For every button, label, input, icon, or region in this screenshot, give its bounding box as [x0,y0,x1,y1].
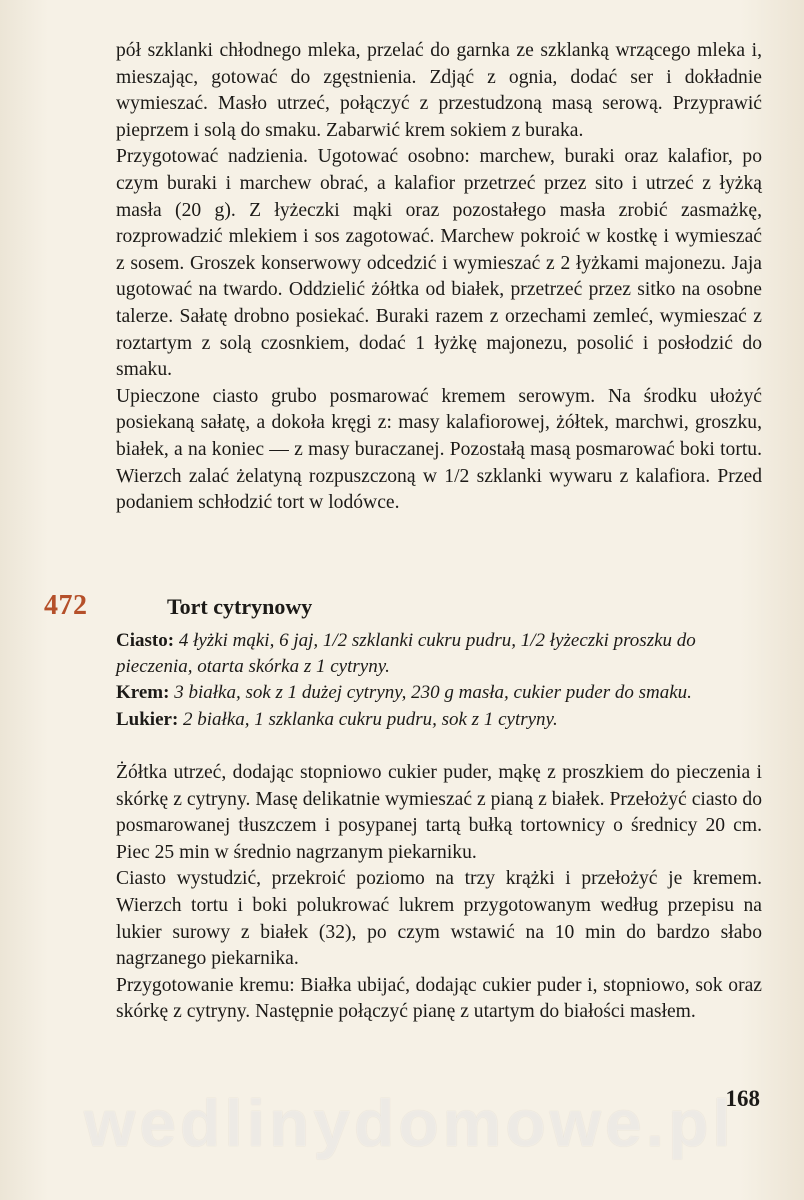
ingredient-label: Lukier: [116,708,179,730]
watermark: wedlinydomowe.pl [84,1086,735,1160]
ingredient-text: 4 łyżki mąki, 6 jaj, 1/2 szklanki cukru pudru, 1/2 łyżeczki proszku do pieczenia, otarta skórka z 1 cytryny. [116,630,696,678]
method-paragraph: Przygotowanie kremu: Białka ubijać, dodając cukier puder i, stopniowo, sok oraz skórkę z cytryny. Następnie połączyć pianę z utartym do białości masłem. [116,974,762,1023]
ingredient-line [116,680,762,706]
ingredient-line [116,707,762,733]
ingredients-list [116,628,762,733]
page-number: 168 [725,1086,760,1111]
ingredient-text: 2 białka, 1 szklanka cukru pudru, sok z 1 cytryny. [183,708,558,730]
method-paragraph: Ciasto wystudzić, przekroić poziomo na trzy krążki i przełożyć je kremem. Wierzch tortu i boki polukrować lukrem przygotowanym według przepisu na lukier surowy z białek (32), po czym wstawić na 10 min do bardzo słabo nagrzanego piekarnika. [116,868,762,970]
ingredient-label: Ciasto: [116,630,175,651]
recipe-number: 472 [44,590,88,621]
method-section [116,760,762,1026]
intro-section [116,38,762,517]
intro-paragraph: Upieczone ciasto grubo posmarować kremem serowym. Na środku ułożyć posiekaną sałatę, a dokoła kręgi z: masy kalafiorowej, żółtek, marchwi, groszku, białek, a na koniec — z masy buraczanej. Pozostałą masą posmarować boki tortu. Wierzch zalać żelatyną rozpuszczoną w 1/2 szklanki wywaru z kalafiora. Przed podaniem schłodzić tort w lodówce. [116,385,762,514]
method-paragraph: Żółtka utrzeć, dodając stopniowo cukier puder, mąkę z proszkiem do pieczenia i skórkę z cytryny. Masę delikatnie wymieszać z pianą z białek. Przełożyć ciasto do posmarowanej tłuszczem i posypanej tartą bułką tortownicy o średnicy 20 cm. Piec 25 min w średnio nagrzanym piekarniku. [116,762,762,863]
ingredient-label: Krem: [116,682,170,704]
intro-paragraph: Przygotować nadzienia. Ugotować osobno: marchew, buraki oraz kalafior, po czym buraki i marchew obrać, a kalafior przetrzeć przez sito i utrzeć z łyżką masła (20 g). Z łyżeczki mąki oraz pozostałego masła zrobić zasmażkę, rozprowadzić mlekiem i sos zagotować. Marchew pokroić w kostkę i wymieszać z sosem. Groszek konserwowy odcedzić i wymieszać z 2 łyżkami majonezu. Jaja ugotować na twardo. Oddzielić żółtka od białek, przetrzeć przez sitko na osobne talerze. Sałatę drobno posiekać. Buraki razem z orzechami zemleć, wymieszać z roztartym z solą czosnkiem, dodać 1 łyżkę majonezu, posolić i posłodzić do smaku. [116,146,762,381]
recipe-title: Tort cytrynowy [167,594,313,619]
intro-paragraph: pół szklanki chłodnego mleka, przelać do garnka ze szklanką wrzącego mleka i, mieszając, gotować do zgęstnienia. Zdjąć z ognia, dodać ser i dokładnie wymieszać. Masło utrzeć, połączyć z przestudzoną masą serową. Przyprawić pieprzem i solą do smaku. Zabarwić krem sokiem z buraka. [116,40,762,141]
ingredient-text: 3 białka, sok z 1 dużej cytryny, 230 g masła, cukier puder do smaku. [174,682,692,704]
ingredient-line [116,628,762,680]
